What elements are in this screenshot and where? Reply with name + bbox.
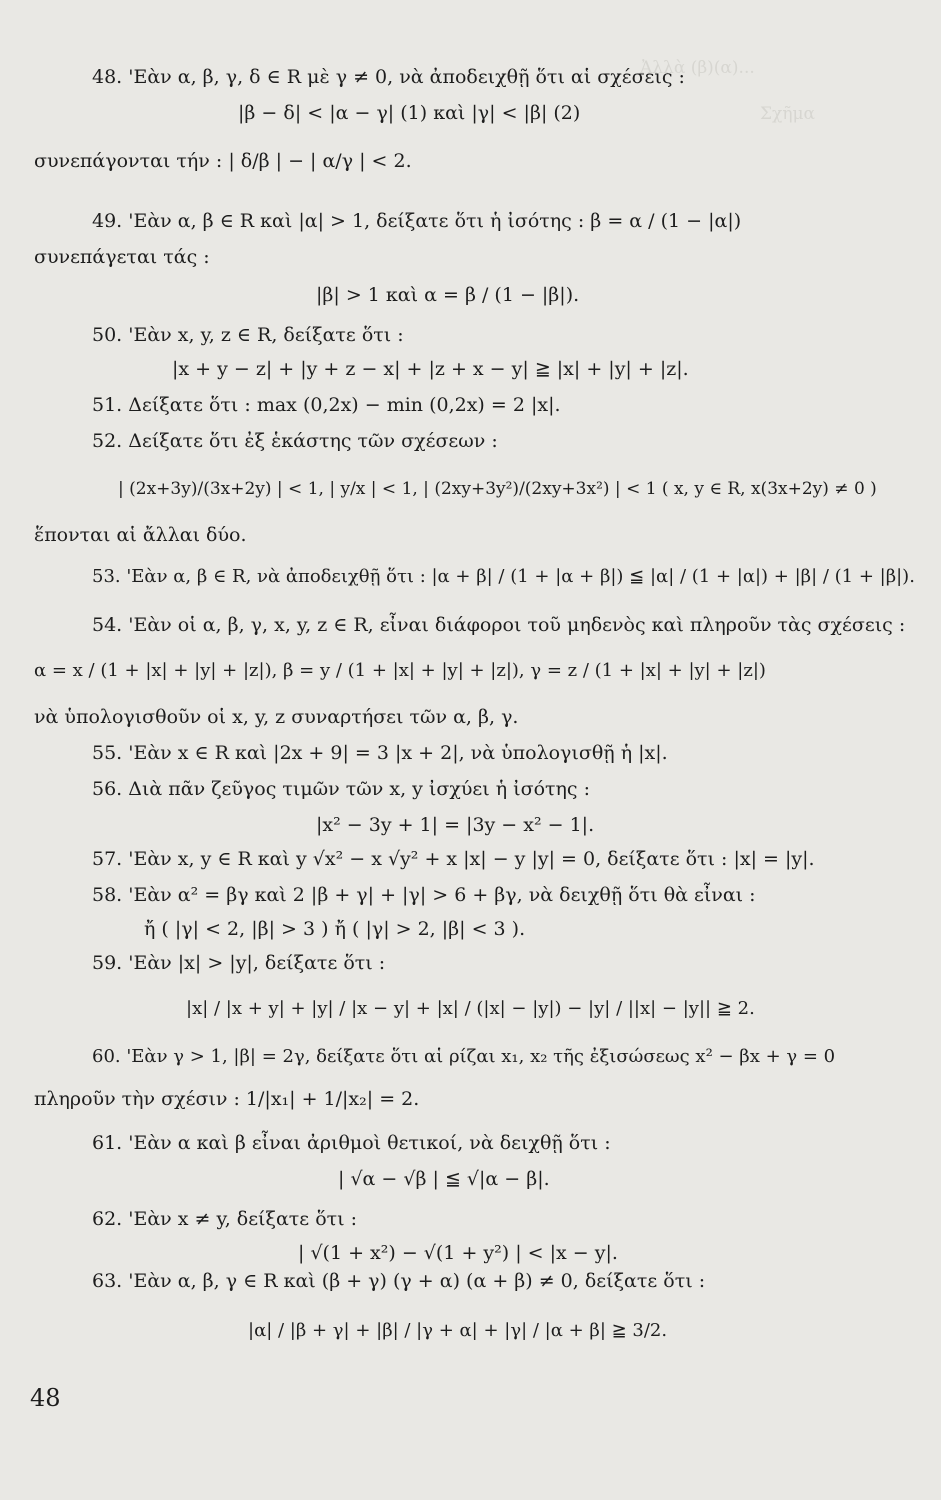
- problem-62-inequality: | √(1 + x²) − √(1 + y²) | < |x − y|.: [298, 1242, 618, 1264]
- problem-59-inequality: |x| / |x + y| + |y| / |x − y| + |x| / (|x| − |y|) − |y| / ||x| − |y|| ≧ 2.: [186, 998, 755, 1019]
- page-number: 48: [30, 1384, 61, 1412]
- problem-49-result: |β| > 1 καὶ α = β / (1 − |β|).: [316, 284, 580, 306]
- problem-58-statement: 58. 'Εὰν α² = βγ καὶ 2 |β + γ| + |γ| > 6 + βγ, νὰ δειχθῇ ὅτι θὰ εἶναι :: [92, 884, 756, 906]
- problem-49-statement: 49. 'Εὰν α, β ∈ R καὶ |α| > 1, δείξατε ὅτι ἡ ἰσότης : β = α / (1 − |α|): [92, 210, 742, 232]
- problem-63-statement: 63. 'Εὰν α, β, γ ∈ R καὶ (β + γ) (γ + α) (α + β) ≠ 0, δείξατε ὅτι :: [92, 1270, 706, 1292]
- problem-61-statement: 61. 'Εὰν α καὶ β εἶναι ἀριθμοὶ θετικοί, νὰ δειχθῇ ὅτι :: [92, 1132, 611, 1154]
- problem-48-conditions: |β − δ| < |α − γ| (1) καὶ |γ| < |β| (2): [238, 102, 581, 124]
- problem-62-statement: 62. 'Εὰν x ≠ y, δείξατε ὅτι :: [92, 1208, 358, 1230]
- problem-54-equations: α = x / (1 + |x| + |y| + |z|), β = y / (1 + |x| + |y| + |z|), γ = z / (1 + |x| + |y| + |z|): [34, 660, 766, 681]
- bleed-through-text: Ἀλλὰ (β)(α)...: [640, 58, 755, 78]
- problem-52-statement: 52. Δείξατε ὅτι ἐξ ἑκάστης τῶν σχέσεων :: [92, 430, 498, 452]
- problem-54-task: νὰ ὑπολογισθοῦν οἱ x, y, z συναρτήσει τῶν α, β, γ.: [34, 706, 519, 728]
- problem-56-identity: |x² − 3y + 1| = |3y − x² − 1|.: [316, 814, 595, 836]
- problem-52-conclusion: ἕπονται αἱ ἄλλαι δύο.: [34, 524, 247, 546]
- problem-48-conclusion: συνεπάγονται τήν : | δ/β | − | α/γ | < 2.: [34, 150, 412, 172]
- problem-52-relations: | (2x+3y)/(3x+2y) | < 1, | y/x | < 1, | (2xy+3y²)/(2xy+3x²) | < 1 ( x, y ∈ R, x(3x+2y) ≠ 0 ): [118, 479, 877, 499]
- problem-60-statement: 60. 'Εὰν γ > 1, |β| = 2γ, δείξατε ὅτι αἱ ρίζαι x₁, x₂ τῆς ἐξισώσεως x² − βx + γ = 0: [92, 1046, 836, 1067]
- problem-50-inequality: |x + y − z| + |y + z − x| + |z + x − y| ≧ |x| + |y| + |z|.: [172, 358, 689, 380]
- problem-53-statement: 53. 'Εὰν α, β ∈ R, νὰ ἀποδειχθῇ ὅτι : |α + β| / (1 + |α + β|) ≦ |α| / (1 + |α|) + |β| / (1 + |β|).: [92, 566, 915, 587]
- problem-54-statement: 54. 'Εὰν οἱ α, β, γ, x, y, z ∈ R, εἶναι διάφοροι τοῦ μηδενὸς καὶ πληροῦν τὰς σχέσεις :: [92, 614, 906, 636]
- problem-48-statement: 48. 'Εὰν α, β, γ, δ ∈ R μὲ γ ≠ 0, νὰ ἀποδειχθῇ ὅτι αἱ σχέσεις :: [92, 66, 685, 88]
- bleed-through-text: Σχῆμα: [760, 104, 816, 124]
- problem-63-inequality: |α| / |β + γ| + |β| / |γ + α| + |γ| / |α + β| ≧ 3/2.: [248, 1320, 668, 1341]
- problem-50-statement: 50. 'Εὰν x, y, z ∈ R, δείξατε ὅτι :: [92, 324, 404, 346]
- problem-49-intro: συνεπάγεται τάς :: [34, 246, 210, 268]
- problem-57-statement: 57. 'Εὰν x, y ∈ R καὶ y √x² − x √y² + x |x| − y |y| = 0, δείξατε ὅτι : |x| = |y|.: [92, 848, 815, 870]
- problem-58-cases: ἤ ( |γ| < 2, |β| > 3 ) ἤ ( |γ| > 2, |β| < 3 ).: [144, 918, 526, 940]
- problem-51-statement: 51. Δείξατε ὅτι : max (0,2x) − min (0,2x) = 2 |x|.: [92, 394, 561, 416]
- problem-61-inequality: | √α − √β | ≦ √|α − β|.: [338, 1168, 550, 1190]
- problem-55-statement: 55. 'Εὰν x ∈ R καὶ |2x + 9| = 3 |x + 2|, νὰ ὑπολογισθῇ ἡ |x|.: [92, 742, 668, 764]
- problem-60-relation: πληροῦν τὴν σχέσιν : 1/|x₁| + 1/|x₂| = 2.: [34, 1088, 420, 1110]
- problem-56-statement: 56. Διὰ πᾶν ζεῦγος τιμῶν τῶν x, y ἰσχύει ἡ ἰσότης :: [92, 778, 590, 800]
- problem-59-statement: 59. 'Εὰν |x| > |y|, δείξατε ὅτι :: [92, 952, 386, 974]
